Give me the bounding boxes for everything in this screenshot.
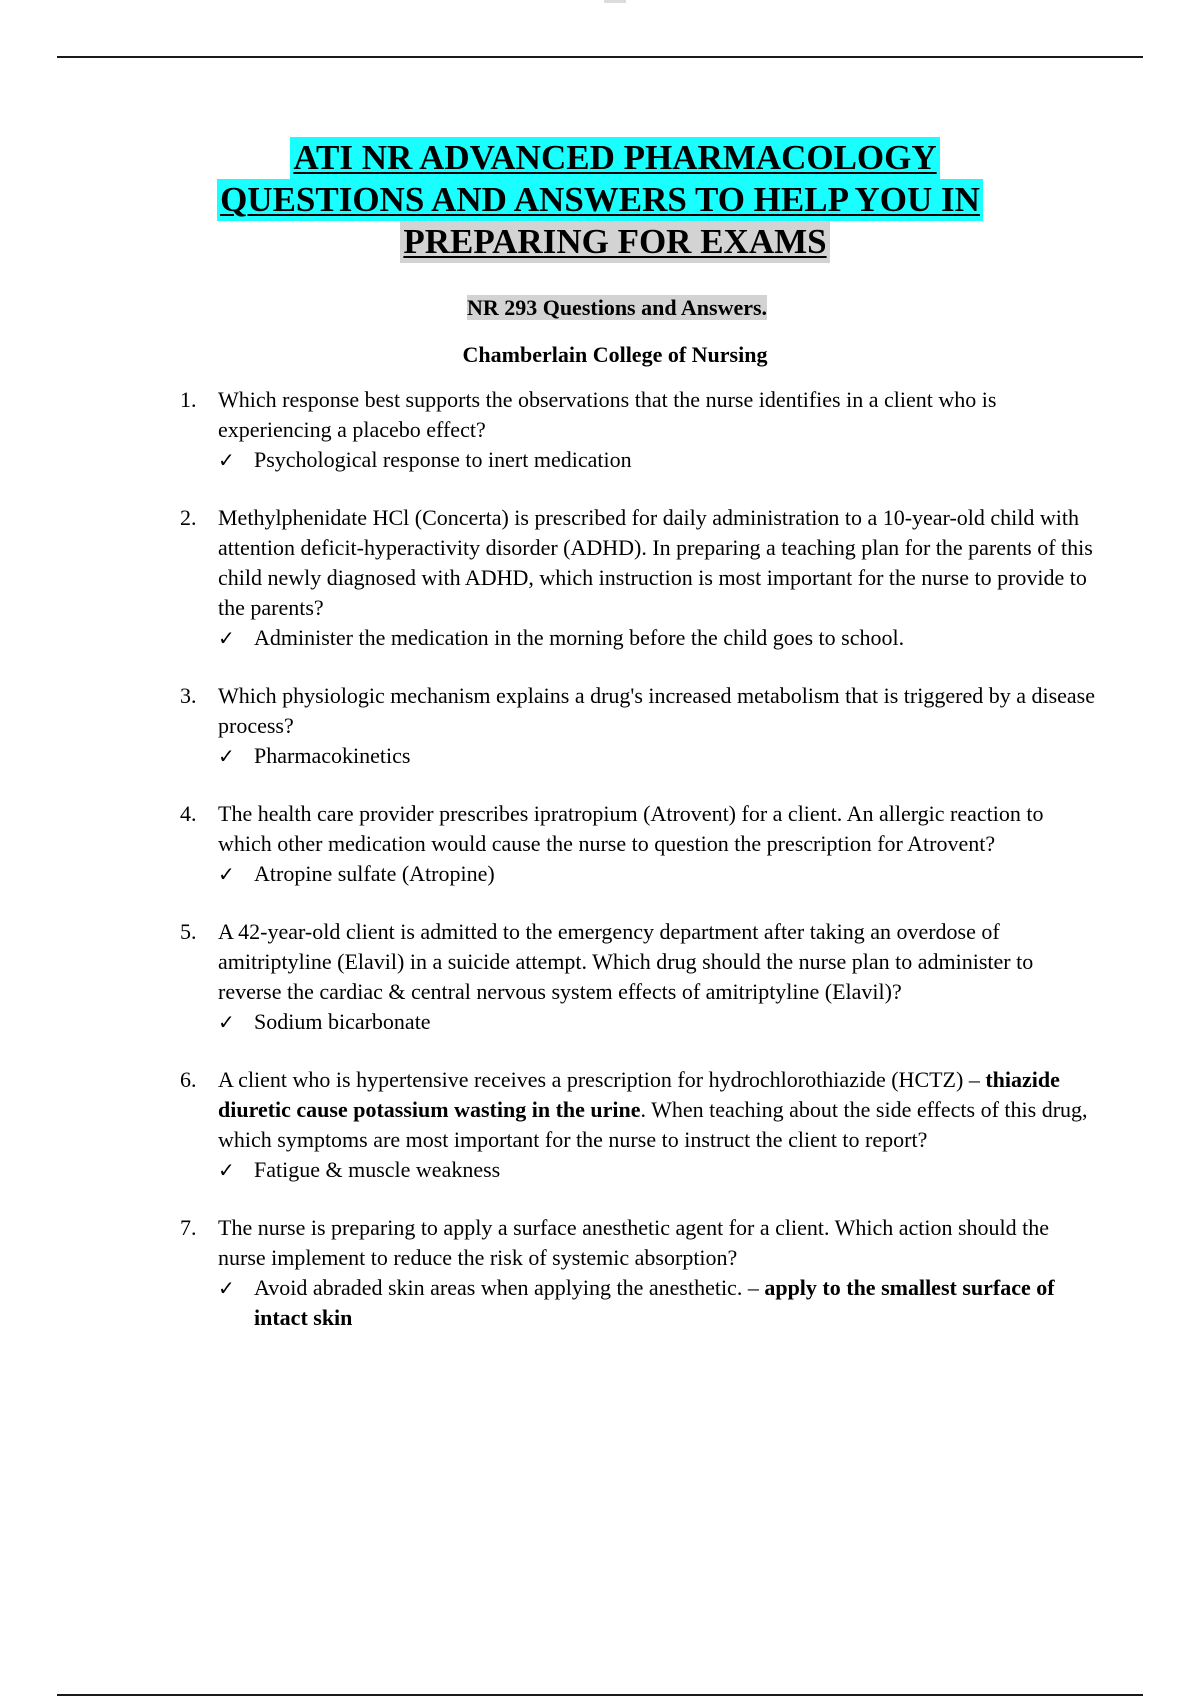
question-item	[0, 1065, 1200, 1185]
college-name: Chamberlain College of Nursing	[462, 342, 768, 367]
title-line-2: QUESTIONS AND ANSWERS TO HELP YOU IN	[217, 179, 983, 221]
answer	[218, 623, 1098, 653]
header-rule	[57, 56, 1143, 58]
question-number: 7.	[180, 1215, 197, 1240]
answer-text: Pharmacokinetics	[254, 743, 411, 768]
question-text: The health care provider prescribes ipratropium (Atrovent) for a client. An allergic reaction to which other medication would cause the nurse to question the prescription for Atrovent?	[218, 801, 1044, 856]
checkmark-icon: ✓	[218, 744, 235, 768]
answer-text: Administer the medication in the morning before the child goes to school.	[254, 625, 905, 650]
footer-rule	[57, 1694, 1143, 1696]
answer	[218, 1007, 1098, 1037]
question-number: 4.	[180, 801, 197, 826]
question-text: Which response best supports the observations that the nurse identifies in a client who is experiencing a placebo effect?	[218, 387, 997, 442]
answer-text: Atropine sulfate (Atropine)	[254, 861, 495, 886]
question-item	[0, 681, 1200, 771]
question-number: 1.	[180, 387, 197, 412]
question-text-emphasis: thiazide diuretic cause potassium wasting in the urine	[218, 1067, 1060, 1122]
question-item	[0, 917, 1200, 1037]
document-title	[0, 137, 1200, 263]
question-text: The nurse is preparing to apply a surface anesthetic agent for a client. Which action should the nurse implement to reduce the risk of systemic absorption?	[218, 1215, 1050, 1270]
answer-text: Fatigue & muscle weakness	[254, 1157, 501, 1182]
checkmark-icon: ✓	[218, 1276, 235, 1300]
question-number: 2.	[180, 505, 197, 530]
checkmark-icon: ✓	[218, 862, 235, 886]
answer-text: Avoid abraded skin areas when applying the anesthetic. –	[254, 1275, 765, 1300]
question-text	[218, 1065, 1098, 1155]
answer	[218, 445, 1098, 475]
answer	[218, 1273, 1098, 1333]
title-line-1: ATI NR ADVANCED PHARMACOLOGY	[290, 137, 939, 179]
question-text-after: . When teaching about the side effects of this drug, which symptoms are most important for the nurse to instruct the client to report?	[218, 1097, 1088, 1152]
checkmark-icon: ✓	[218, 626, 235, 650]
course-subtitle-text: NR 293 Questions and Answers.	[466, 295, 768, 320]
question-text: A 42-year-old client is admitted to the emergency department after taking an overdose of amitriptyline (Elavil) in a suicide attempt. Which drug should the nurse plan to administer to reverse the cardiac & central nervous system effects of amitriptyline (Elavil)?	[218, 919, 1034, 1004]
question-item	[0, 1213, 1200, 1333]
answer	[218, 1155, 1098, 1185]
question-item	[0, 799, 1200, 889]
answer	[218, 741, 1098, 771]
checkmark-icon: ✓	[218, 1158, 235, 1182]
checkmark-icon: ✓	[218, 448, 235, 472]
question-list	[0, 385, 1200, 1333]
question-text: Which physiologic mechanism explains a drug's increased metabolism that is triggered by a disease process?	[218, 683, 1096, 738]
title-line-3: PREPARING FOR EXAMS	[400, 221, 829, 263]
answer-text-emphasis: apply to the smallest surface of intact skin	[254, 1275, 1055, 1330]
question-item	[0, 385, 1200, 475]
answer-text: Psychological response to inert medication	[254, 447, 632, 472]
question-text-before: A client who is hypertensive receives a prescription for hydrochlorothiazide (HCTZ) –	[218, 1067, 986, 1092]
answer-text: Sodium bicarbonate	[254, 1009, 431, 1034]
question-number: 6.	[180, 1067, 197, 1092]
page-top-mark	[604, 0, 626, 3]
course-subtitle	[450, 293, 784, 323]
question-text: Methylphenidate HCl (Concerta) is prescribed for daily administration to a 10-year-old child with attention deficit-hyperactivity disorder (ADHD). In preparing a teaching plan for the parents of this child newly diagnosed with ADHD, which instruction is most important for the nurse to provide to the parents?	[218, 505, 1093, 620]
checkmark-icon: ✓	[218, 1010, 235, 1034]
question-item	[0, 503, 1200, 653]
question-number: 3.	[180, 683, 197, 708]
answer	[218, 859, 1098, 889]
question-number: 5.	[180, 919, 197, 944]
